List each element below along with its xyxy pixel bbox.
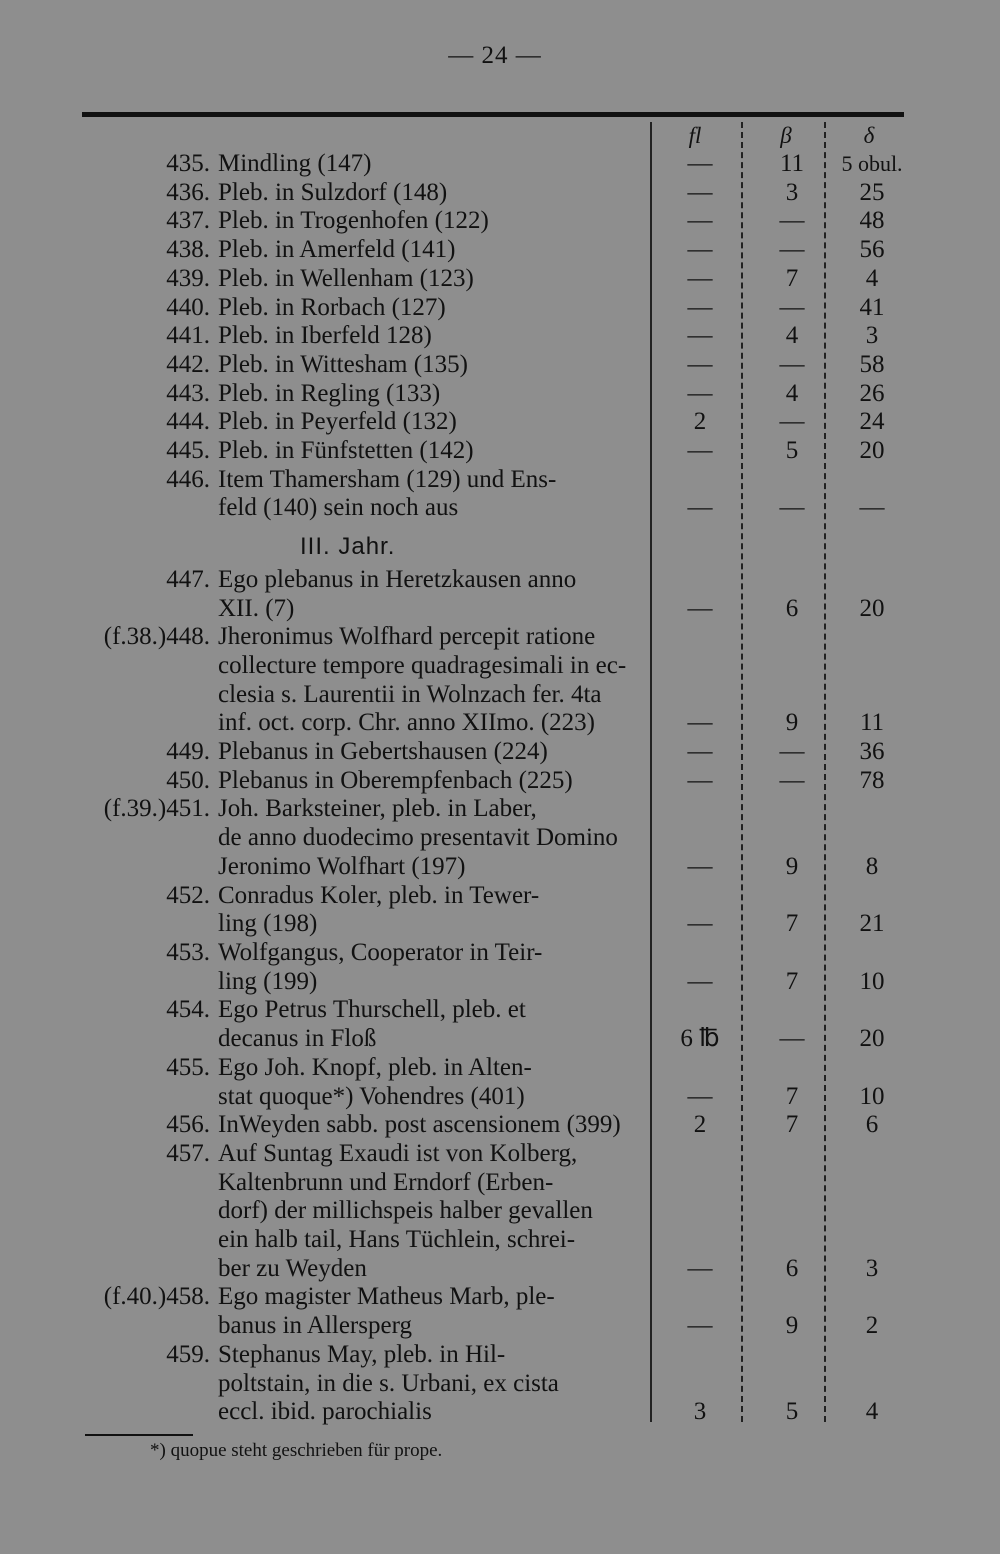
amount-c1: — [687,437,713,465]
entry-line: stat quoque*) Vohendres (401) [218,1082,525,1110]
entry-number: 444. [166,408,210,436]
ledger-entry [0,265,1000,294]
entry-number: 449. [166,738,210,766]
entry-number: 452. [166,881,210,909]
entry-text [218,939,638,996]
entry-text [218,1140,638,1284]
amount-c1: — [687,738,713,766]
amount-c3: 78 [859,766,885,794]
amount-c3: 8 [865,852,879,880]
amount-c1: — [687,967,713,995]
ledger-entry [0,1111,1000,1140]
entry-text [218,466,638,523]
column-header-beta: β [780,123,792,148]
amount-c1: 2 [693,408,707,436]
entry-text [218,882,638,939]
entry-line: Pleb. in Sulzdorf (148) [218,178,448,206]
entry-line: Plebanus in Gebertshausen (224) [218,738,548,766]
entry-number: 442. [166,350,210,378]
amount-c1: — [687,178,713,206]
amount-c1: — [687,594,713,622]
amount-c3: 25 [859,178,885,206]
entry-text [218,236,638,265]
amount-c1: — [687,322,713,350]
amount-c3: 11 [859,709,885,737]
entry-number: 456. [166,1111,210,1139]
entry-line: Pleb. in Wittesham (135) [218,350,468,378]
amount-c3: 26 [859,379,885,407]
entry-line: XII. (7) [218,594,295,622]
amount-c3: 20 [859,1025,885,1053]
entry-line: Pleb. in Wellenham (123) [218,264,474,292]
amount-c1: — [687,150,713,177]
entry-line: Pleb. in Peyerfeld (132) [218,408,457,436]
amount-c1: — [687,236,713,264]
ledger-entry [0,566,1000,623]
amount-c3: 48 [859,207,885,235]
amount-c1: — [687,1312,713,1340]
amount-c2: 6 [785,1254,799,1282]
entry-number: 439. [166,264,210,292]
entry-number: 455. [166,1053,210,1081]
entry-text [218,351,638,380]
amount-c3: 3 [865,322,879,350]
entry-line: Ego Petrus Thurschell, pleb. et [218,996,526,1024]
ledger-entry [0,738,1000,767]
amount-c2: 9 [785,1312,799,1340]
amount-c1: — [687,1082,713,1110]
entry-line: Pleb. in Rorbach (127) [218,293,446,321]
entry-number: 436. [166,178,210,206]
entry-line: feld (140) sein noch aus [218,494,459,522]
ledger-entry [0,322,1000,351]
entry-line: clesia s. Laurentii in Wolnzach fer. 4ta [218,680,602,708]
entry-number: 447. [166,565,210,593]
amount-c2: — [779,766,805,794]
entry-text [218,1054,638,1111]
amount-c2: — [779,350,805,378]
entry-line: de anno duodecimo presentavit Domino [218,824,618,852]
entry-line: Stephanus May, pleb. in Hil- [218,1340,506,1368]
ledger-entry [0,380,1000,409]
entry-text [218,437,638,466]
entry-line: Plebanus in Oberempfenbach (225) [218,766,573,794]
ledger-entry [0,179,1000,208]
column-header-fl: fl [688,123,702,148]
entry-text [218,150,638,179]
entry-line: ling (198) [218,910,318,938]
entry-line: InWeyden sabb. post ascensionem (399) [218,1111,621,1139]
entry-text [218,207,638,236]
amount-c3: — [859,494,885,522]
entry-line: Ego plebanus in Heretzkausen anno [218,565,577,593]
entry-number: 443. [166,379,210,407]
entry-line: poltstain, in die s. Urbani, ex cista [218,1369,559,1397]
amount-c1: — [687,852,713,880]
ledger-entry [0,351,1000,380]
amount-c3: 20 [859,437,885,465]
entry-text [218,623,638,738]
amount-c2: 5 [785,1398,799,1426]
amount-c3: 5 obul. [841,151,903,176]
entry-line: collecture tempore quadragesimali in ec- [218,651,627,679]
amount-c2: — [779,408,805,436]
amount-c1: 2 [693,1111,707,1139]
entry-text [218,767,638,796]
amount-c2: 7 [785,1082,799,1110]
ledger-entry [0,1054,1000,1111]
section-heading: III. Jahr. [300,533,396,561]
entry-line: Mindling (147) [218,150,372,177]
ledger-entry [0,236,1000,265]
footnote: *) quopue steht geschrieben für prope. [150,1440,443,1461]
ledger-entry [0,408,1000,437]
entry-line: banus in Allersperg [218,1312,412,1340]
entry-number: 440. [166,293,210,321]
amount-c1: — [687,1254,713,1282]
ledger-entry [0,1341,1000,1427]
entry-number: 445. [166,437,210,465]
amount-c2: 4 [785,379,799,407]
amount-c2: 6 [785,594,799,622]
amount-c3: 3 [865,1254,879,1282]
amount-c1: — [687,709,713,737]
amount-c2: 7 [785,967,799,995]
entry-line: Conradus Koler, pleb. in Tewer- [218,881,540,909]
entry-number: 454. [166,996,210,1024]
entry-number: 435. [166,150,210,177]
amount-c3: 4 [865,1398,879,1426]
amount-c2: — [779,494,805,522]
entry-text [218,380,638,409]
amount-c3: 6 [865,1111,879,1139]
entry-line: Ego Joh. Knopf, pleb. in Alten- [218,1053,532,1081]
amount-c1: — [687,910,713,938]
amount-c2: — [779,207,805,235]
entry-line: Jeronimo Wolfhart (197) [218,852,466,880]
entry-number: (f.38.)448. [103,623,210,651]
entry-text [218,996,638,1053]
ledger-entry [0,1140,1000,1284]
ledger-entry [0,939,1000,996]
amount-c1: — [687,494,713,522]
entry-number: 450. [166,766,210,794]
amount-c1: 3 [693,1398,707,1426]
amount-c3: 41 [859,293,885,321]
footnote-rule [85,1434,193,1436]
amount-c2: — [779,236,805,264]
amount-c2: — [779,1025,805,1053]
column-header-delta: δ [863,123,875,148]
amount-c1: — [687,293,713,321]
amount-c2: 7 [785,1111,799,1139]
entry-line: ling (199) [218,967,318,995]
amount-c1: — [687,379,713,407]
entry-text [218,179,638,208]
amount-c1: — [687,207,713,235]
amount-c2: — [779,293,805,321]
entry-line: eccl. ibid. parochialis [218,1398,432,1426]
ledger-entry [0,207,1000,236]
entry-line: Pleb. in Iberfeld 128) [218,322,432,350]
entry-line: Pleb. in Amerfeld (141) [218,236,456,264]
amount-c2: 5 [785,437,799,465]
ledger-entries [0,150,1000,1427]
entry-line: Pleb. in Trogenhofen (122) [218,207,489,235]
amount-c1: — [687,264,713,292]
entry-number: 459. [166,1340,210,1368]
entry-text [218,795,638,881]
amount-c3: 21 [859,910,885,938]
amount-c2: 3 [785,178,799,206]
ledger-entry [0,150,1000,179]
entry-number: 446. [166,465,210,493]
entry-line: Pleb. in Regling (133) [218,379,441,407]
entry-line: ein halb tail, Hans Tüchlein, schrei- [218,1226,576,1254]
entry-number: 457. [166,1139,210,1167]
entry-text [218,294,638,323]
amount-c3: 24 [859,408,885,436]
entry-text [218,322,638,351]
amount-c2: 7 [785,264,799,292]
entry-text [218,738,638,767]
ledger-entry [0,795,1000,881]
entry-line: Ego magister Matheus Marb, ple- [218,1283,555,1311]
entry-text [218,1341,638,1427]
amount-c1: — [687,766,713,794]
amount-c3: 10 [859,1082,885,1110]
entry-number: 453. [166,938,210,966]
entry-line: Joh. Barksteiner, pleb. in Laber, [218,795,537,823]
amount-c3: 56 [859,236,885,264]
ledger-entry [0,767,1000,796]
ledger-entry [0,882,1000,939]
amount-c2: 11 [779,150,805,177]
entry-line: dorf) der millichspeis halber gevallen [218,1197,593,1225]
entry-text [218,1111,638,1140]
amount-c3: 36 [859,738,885,766]
entry-number: (f.39.)451. [103,795,210,823]
entry-number: 438. [166,236,210,264]
entry-line: Pleb. in Fünfstetten (142) [218,437,474,465]
amount-c2: 7 [785,910,799,938]
header-rule [82,112,904,117]
entry-line: ber zu Weyden [218,1254,367,1282]
amount-c3: 2 [865,1312,879,1340]
entry-text [218,408,638,437]
entry-line: Kaltenbrunn und Erndorf (Erben- [218,1168,554,1196]
amount-c3: 10 [859,967,885,995]
entry-text [218,566,638,623]
amount-c1: — [687,350,713,378]
amount-c2: 9 [785,852,799,880]
amount-c2: 4 [785,322,799,350]
entry-number: 441. [166,322,210,350]
ledger-entry [0,294,1000,323]
page-number: — 24 — [448,42,542,69]
amount-c3: 20 [859,594,885,622]
entry-line: Auf Suntag Exaudi ist von Kolberg, [218,1139,578,1167]
ledger-entry [0,1283,1000,1340]
amount-c3: 58 [859,350,885,378]
entry-line: Item Thamersham (129) und Ens- [218,465,557,493]
amount-c3: 4 [865,264,879,292]
ledger-entry [0,996,1000,1053]
entry-text [218,265,638,294]
ledger-entry [0,437,1000,466]
entry-line: Wolfgangus, Cooperator in Teir- [218,938,543,966]
ledger-entry [0,466,1000,523]
ledger-entry [0,623,1000,738]
amount-c2: 9 [785,709,799,737]
entry-number: (f.40.)458. [103,1283,210,1311]
entry-line: Jheronimus Wolfhard percepit ratione [218,623,596,651]
entry-text [218,1283,638,1340]
entry-line: decanus in Floß [218,1025,377,1053]
entry-line: inf. oct. corp. Chr. anno XIImo. (223) [218,709,596,737]
amount-c2: — [779,738,805,766]
amount-c1: 6 ℔ [680,1025,720,1053]
entry-number: 437. [166,207,210,235]
